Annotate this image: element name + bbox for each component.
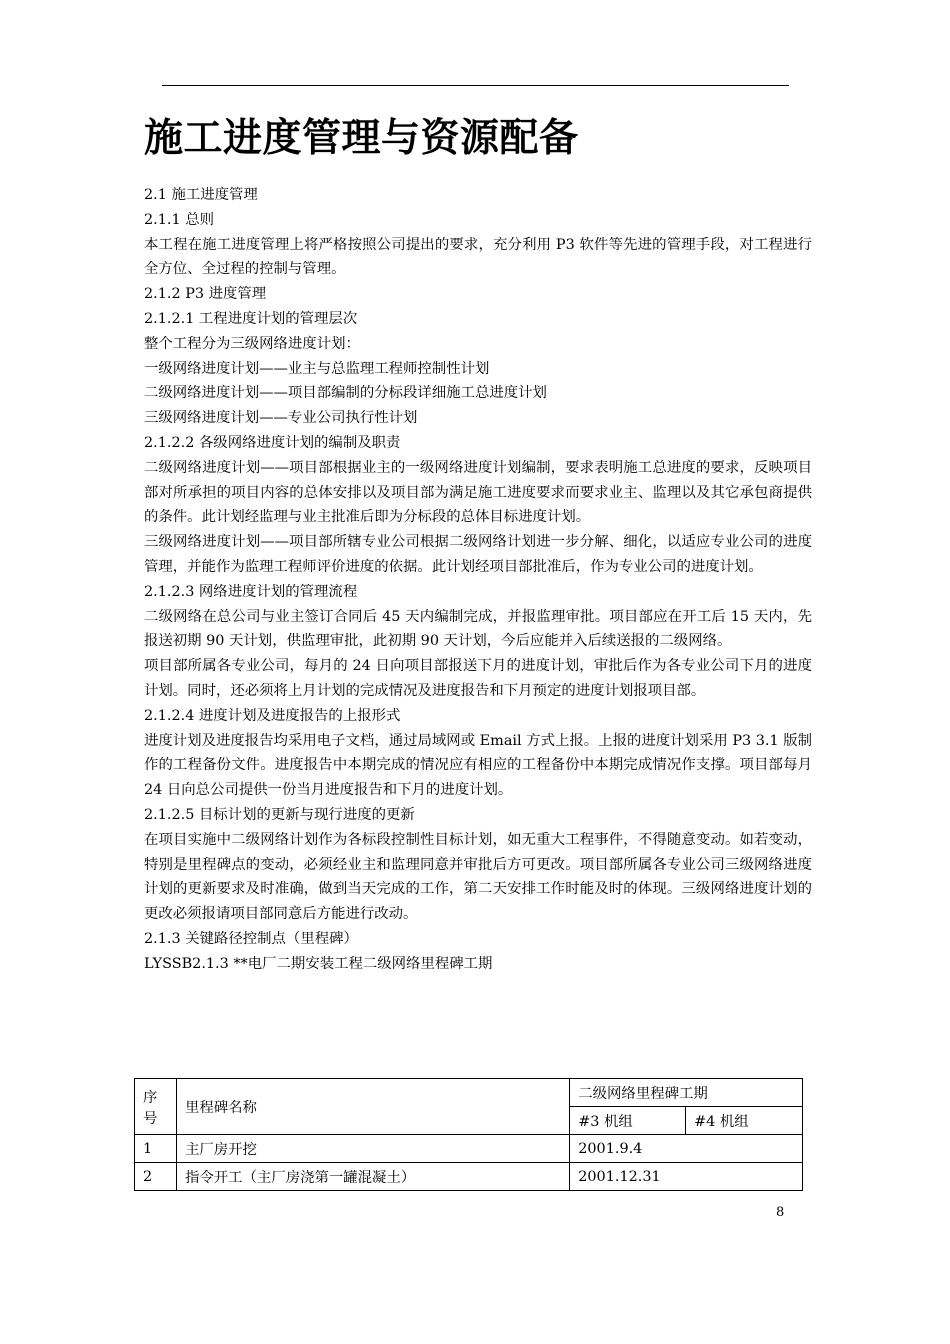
- paragraph: 进度计划及进度报告均采用电子文档，通过局域网或 Email 方式上报。上报的进度计划采用 P3 3.1 版制作的工程备份文件。进度报告中本期完成的情况应有相应的工程备份中本期完成情况作支撑。项目部每月 24 日向总公司提供一份当月进度报告和下月的进度计划。: [144, 732, 812, 799]
- section-heading: 2.1.1 总则: [144, 211, 214, 228]
- cell-date: 2001.9.4: [570, 1135, 803, 1163]
- section-heading: 2.1.2.3 网络进度计划的管理流程: [144, 583, 358, 600]
- cell-seq: 1: [135, 1135, 177, 1163]
- table-row: [135, 1135, 803, 1163]
- header-unit3: #3 机组: [570, 1107, 686, 1135]
- paragraph: 本工程在施工进度管理上将严格按照公司提出的要求，充分利用 P3 软件等先进的管理手段，对工程进行全方位、全过程的控制与管理。: [144, 236, 812, 278]
- paragraph: 二级网络进度计划——项目部编制的分标段详细施工总进度计划: [144, 385, 547, 402]
- cell-date: 2001.12.31: [570, 1163, 803, 1191]
- milestone-table: [134, 1078, 803, 1191]
- paragraph: 二级网络在总公司与业主签订合同后 45 天内编制完成，并报监理审批。项目部应在开工后 15 天内，先报送初期 90 天计划，供监理审批，此初期 90 天计划，今后应能并入后续送报的二级网络。: [144, 608, 812, 650]
- header-seq: 序号: [135, 1079, 177, 1135]
- body-text: [144, 183, 812, 977]
- paragraph: 一级网络进度计划——业主与总监理工程师控制性计划: [144, 360, 490, 377]
- paragraph: 项目部所属各专业公司，每月的 24 日向项目部报送下月的进度计划，审批后作为各专业公司下月的进度计划。同时，还必须将上月计划的完成情况及进度报告和下月预定的进度计划报项目部。: [144, 658, 812, 699]
- paragraph: 在项目实施中二级网络计划作为各标段控制性目标计划，如无重大工程事件，不得随意变动。如若变动，特别是里程碑点的变动，必须经业主和监理同意并审批后方可更改。项目部所属各专业公司三级网络进度计划的更新要求及时准确，做到当天完成的工作，第二天安排工作时能及时的体现。三级网络进度计划的更改必须报请项目部同意后方能进行改动。: [144, 831, 812, 923]
- section-heading: 2.1.2.5 目标计划的更新与现行进度的更新: [144, 806, 415, 823]
- header-rule: [162, 85, 789, 86]
- page-title: 施工进度管理与资源配备: [144, 116, 579, 161]
- header-name: 里程碑名称: [176, 1079, 569, 1135]
- section-heading: 2.1.2.1 工程进度计划的管理层次: [144, 310, 358, 327]
- header-unit4: #4 机组: [686, 1107, 803, 1135]
- section-heading: 2.1.2.2 各级网络进度计划的编制及职责: [144, 434, 401, 451]
- paragraph: 三级网络进度计划——项目部所辖专业公司根据二级网络计划进一步分解、细化，以适应专业公司的进度管理，并能作为监理工程师评价进度的依据。此计划经项目部批准后，作为专业公司的进度计划。: [144, 534, 812, 575]
- table-caption: LYSSB2.1.3 **电厂二期安装工程二级网络里程碑工期: [144, 955, 493, 972]
- table-row: [135, 1163, 803, 1191]
- header-group: 二级网络里程碑工期: [570, 1079, 803, 1107]
- table-header-row: [135, 1079, 803, 1107]
- paragraph: 三级网络进度计划——专业公司执行性计划: [144, 410, 418, 427]
- paragraph: 二级网络进度计划——项目部根据业主的一级网络进度计划编制，要求表明施工总进度的要求，反映项目部对所承担的项目内容的总体安排以及项目部为满足施工进度要求而要求业主、监理以及其它承包商提供的条件。此计划经监理与业主批准后即为分标段的总体目标进度计划。: [144, 459, 812, 526]
- paragraph: 整个工程分为三级网络进度计划：: [144, 335, 360, 352]
- cell-seq: 2: [135, 1163, 177, 1191]
- page-number: 8: [776, 1205, 785, 1220]
- cell-name: 指令开工（主厂房浇第一罐混凝土）: [176, 1163, 569, 1191]
- cell-name: 主厂房开挖: [176, 1135, 569, 1163]
- section-heading: 2.1.2.4 进度计划及进度报告的上报形式: [144, 707, 401, 724]
- section-heading: 2.1.2 P3 进度管理: [144, 286, 267, 303]
- section-heading: 2.1 施工进度管理: [144, 187, 258, 203]
- section-heading: 2.1.3 关键路径控制点（里程碑）: [144, 930, 358, 947]
